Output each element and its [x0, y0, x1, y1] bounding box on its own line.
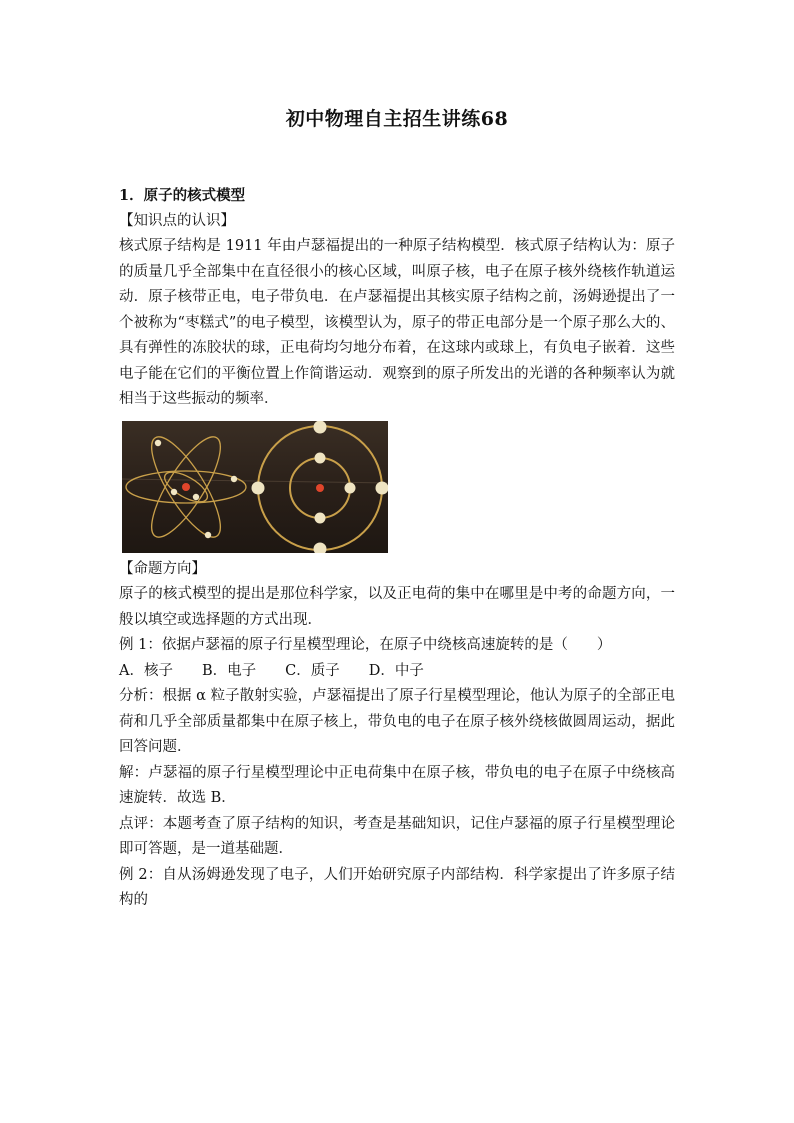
document-title: 初中物理自主招生讲练68 [285, 108, 509, 130]
knowledge-text: 核式原子结构是 1911 年由卢瑟福提出的一种原子结构模型．核式原子结构认为：原子的质量几乎全部集中在直径很小的核心区域，叫原子核，电子在原子核外绕核作轨道运动．原子核带正电，电子带负电．在卢瑟福提出其核实原子结构之前，汤姆逊提出了一个被称为“枣糕式”的电子模型，该模型认为，原子的带正电部分是一个原子那么大的、具有弹性的冻胶状的球，正电荷均匀地分布着，在这球内或球上，有负电子嵌着．这些电子能在它们的平衡位置上作简谐运动．观察到的原子所发出的光谱的各种频率认为就相当于这些振动的频率． [119, 238, 675, 407]
example1-options: A．核子 B．电子 C．质子 D．中子 [119, 662, 424, 679]
example1-analysis: 分析：根据 α 粒子散射实验，卢瑟福提出了原子行星模型理论，他认为原子的全部正电荷和几乎全部质量都集中在原子核上，带负电的电子在原子核外绕核做圆周运动，据此回答问题． [119, 688, 675, 755]
example1-solution: 解：卢瑟福的原子行星模型理论中正电荷集中在原子核，带负电的电子在原子中绕核高速旋转．故选 B． [119, 764, 675, 806]
section-heading: 1．原子的核式模型 [119, 187, 246, 204]
example1-comment: 点评：本题考查了原子结构的知识，考查是基础知识，记住卢瑟福的原子行星模型理论即可答题，是一道基础题． [119, 815, 675, 857]
knowledge-label: 【知识点的认识】 [119, 212, 235, 229]
atom-model-image [122, 421, 388, 553]
direction-label: 【命题方向】 [119, 560, 206, 577]
direction-text: 原子的核式模型的提出是那位科学家，以及正电荷的集中在哪里是中考的命题方向，一般以填空或选择题的方式出现． [119, 586, 675, 628]
atom-model-figure [122, 421, 388, 553]
example2-question: 例 2：自从汤姆逊发现了电子，人们开始研究原子内部结构．科学家提出了许多原子结构的 [119, 866, 675, 908]
example1-question: 例 1：依据卢瑟福的原子行星模型理论，在原子中绕核高速旋转的是（ ） [119, 637, 612, 653]
document-body [119, 183, 675, 914]
